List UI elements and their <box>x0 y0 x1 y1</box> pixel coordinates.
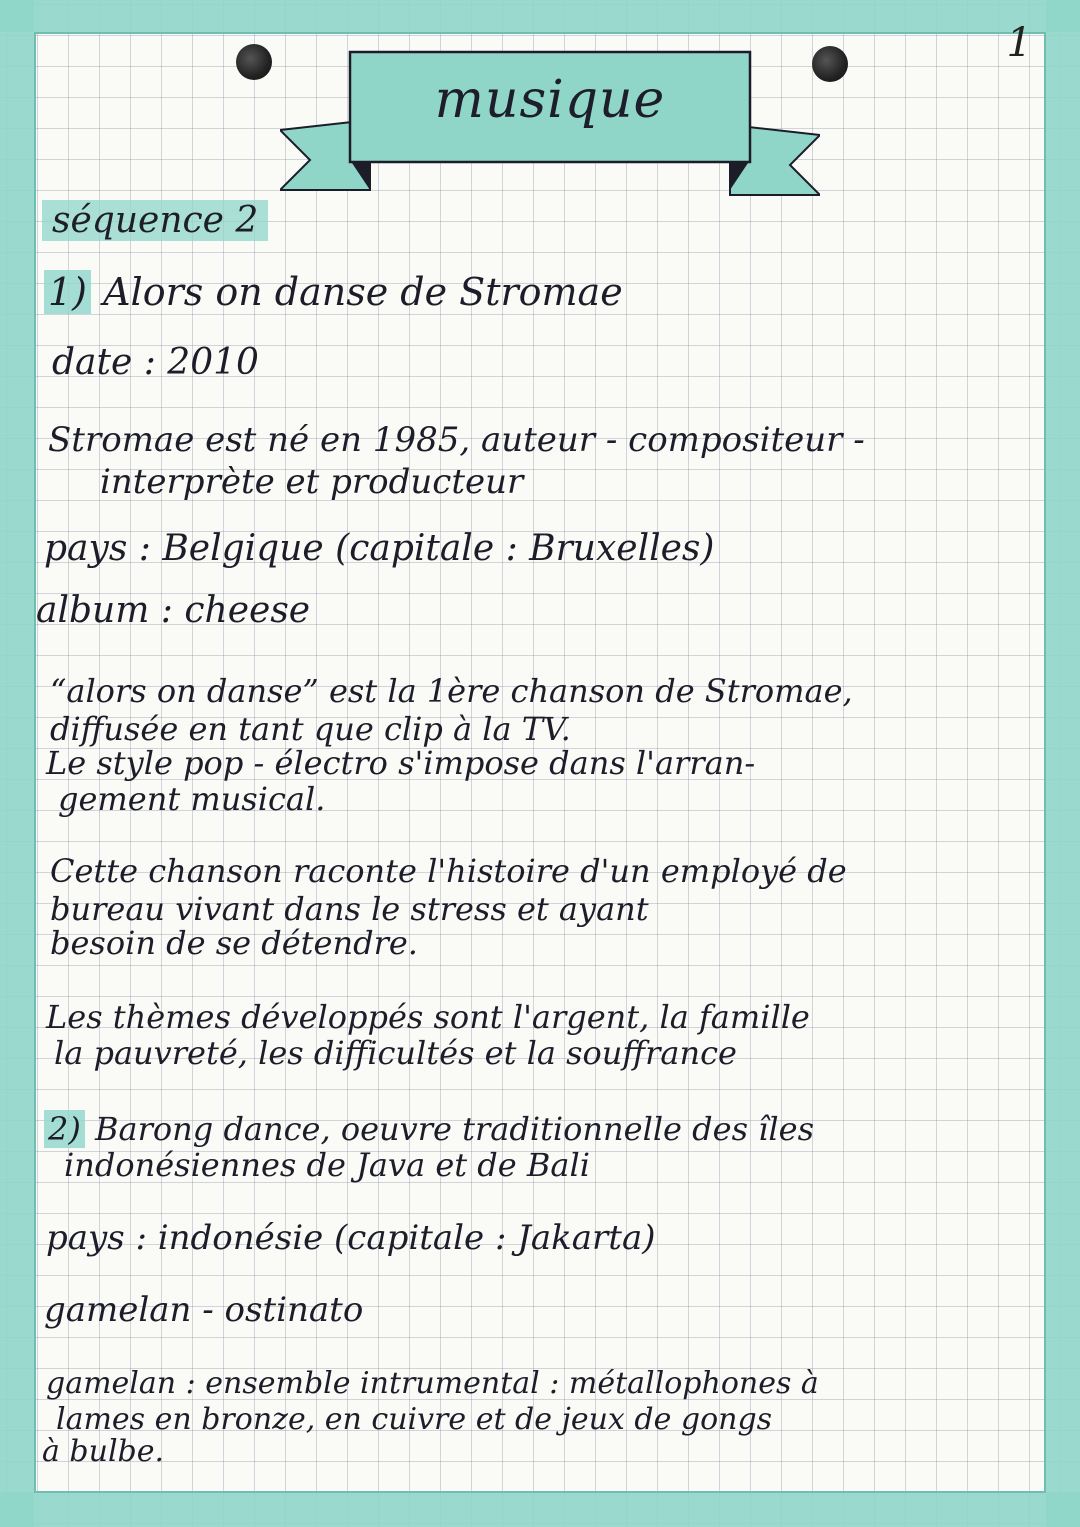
border-left <box>0 0 34 1527</box>
country-line-2: pays : indonésie (capitale : Jakarta) <box>46 1218 656 1258</box>
definition-line3: à bulbe. <box>42 1434 165 1469</box>
page-title: musique <box>434 70 666 130</box>
frame-line-left <box>34 32 36 1493</box>
definition-line1: gamelan : ensemble intrumental : métallophones à <box>46 1366 819 1401</box>
section2-marker: 2) <box>44 1110 85 1148</box>
bio-line-2: interprète et producteur <box>100 462 524 502</box>
section1-title: Alors on danse de Stromae <box>103 270 623 314</box>
para2-line1: Cette chanson raconte l'histoire d'un employé de <box>50 852 847 890</box>
para1-line3: Le style pop - électro s'impose dans l'arran- <box>46 744 756 782</box>
section2-title: Barong dance, oeuvre traditionnelle des îles <box>95 1110 814 1148</box>
border-right <box>1046 0 1080 1527</box>
page-number: 1 <box>1006 20 1032 66</box>
definition-line2: lames en bronze, en cuivre et de jeux de gongs <box>56 1402 773 1437</box>
section2-heading <box>44 1110 814 1148</box>
country-line: pays : Belgique (capitale : Bruxelles) <box>44 528 715 569</box>
album-line: album : cheese <box>36 590 311 631</box>
sequence-label: séquence 2 <box>42 200 268 241</box>
bio-line-1: Stromae est né en 1985, auteur - compositeur - <box>48 420 865 460</box>
section1-heading <box>44 270 623 314</box>
frame-line-bottom <box>34 1491 1046 1493</box>
border-bottom <box>0 1493 1080 1527</box>
para1-line1: “alors on danse” est la 1ère chanson de Stromae, <box>50 672 853 710</box>
para1-line4: gement musical. <box>58 780 326 818</box>
para3-line2: la pauvreté, les difficultés et la souffrance <box>54 1034 737 1072</box>
frame-line-right <box>1044 32 1046 1493</box>
frame-line-top <box>34 32 1046 34</box>
title-banner <box>280 50 820 200</box>
section1-marker: 1) <box>44 270 91 314</box>
border-top <box>0 0 1080 32</box>
para3-line1: Les thèmes développés sont l'argent, la famille <box>46 998 810 1036</box>
para1-line2: diffusée en tant que clip à la TV. <box>50 710 571 748</box>
punch-hole-left <box>236 44 272 80</box>
para2-line3: besoin de se détendre. <box>50 924 418 962</box>
section2-heading-line2: indonésiennes de Java et de Bali <box>64 1146 590 1184</box>
gamelan-line: gamelan - ostinato <box>44 1290 364 1330</box>
date-line: date : 2010 <box>52 342 259 383</box>
para2-line2: bureau vivant dans le stress et ayant <box>50 890 649 928</box>
